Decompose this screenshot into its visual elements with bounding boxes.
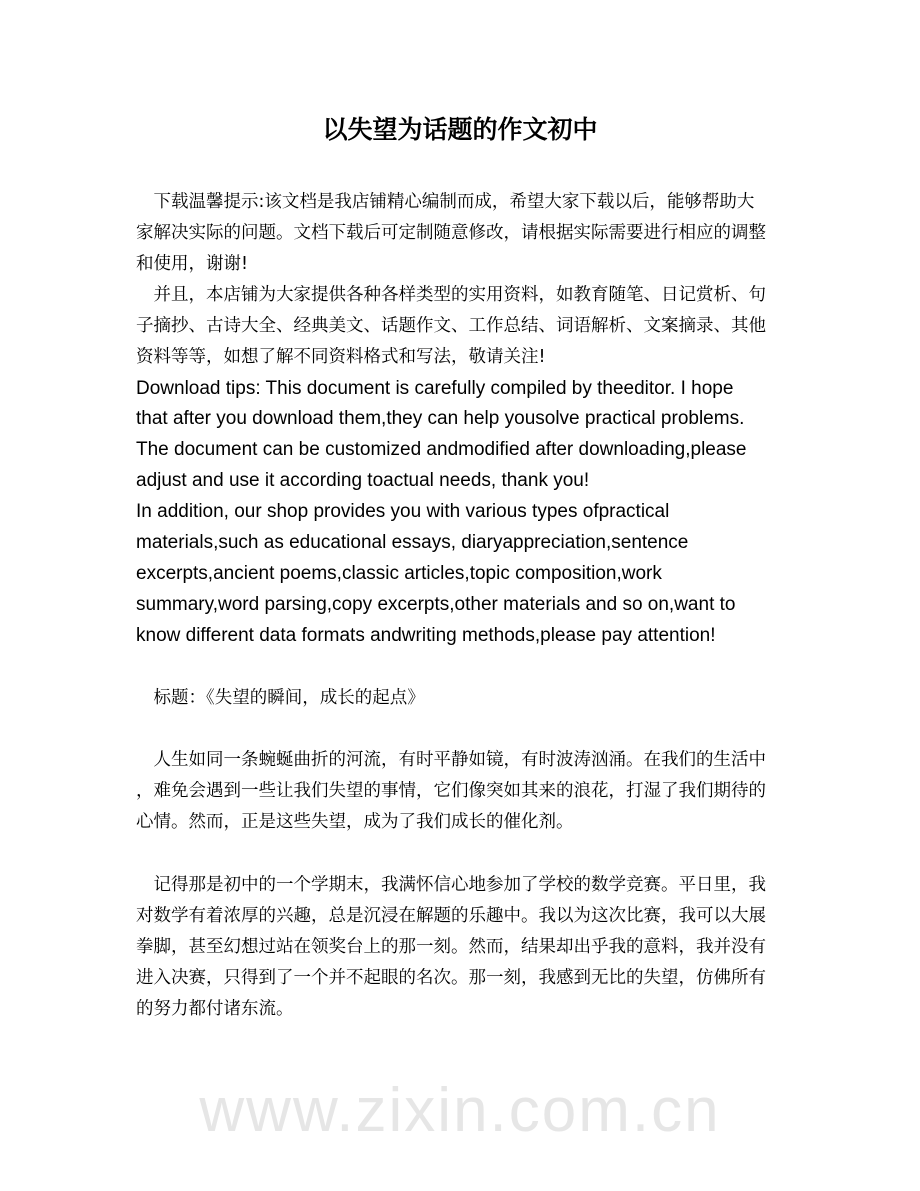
text-line: 心情。然而，正是这些失望，成为了我们成长的催化剂。 (136, 812, 574, 832)
text-line: that after you download them,they can help yousolve practical problems. (136, 408, 745, 429)
text-line: 和使用，谢谢! (136, 254, 249, 274)
document-title: 以失望为话题的作文初中 (322, 115, 598, 144)
text-line: Download tips: This document is carefully compiled by theeditor. I hope (136, 378, 734, 399)
text-line: The document can be customized andmodified after downloading,please (136, 439, 747, 460)
text-line: adjust and use it according toactual needs, thank you! (136, 470, 590, 491)
text-line: 对数学有着浓厚的兴趣，总是沉浸在解题的乐趣中。我以为这次比赛，我可以大展 (136, 906, 766, 926)
text-line: 家解决实际的问题。文档下载后可定制随意修改，请根据实际需要进行相应的调整 (136, 223, 766, 243)
text-line: 的努力都付诸东流。 (136, 999, 294, 1019)
text-line: 标题：《失望的瞬间，成长的起点》 (136, 688, 425, 708)
text-line: 人生如同一条蜿蜒曲折的河流，有时平静如镜，有时波涛汹涌。在我们的生活中 (136, 750, 766, 770)
watermark: www.zixin.com.cn (199, 1076, 721, 1145)
text-line: summary,word parsing,copy excerpts,other materials and so on,want to (136, 594, 736, 615)
text-line: 进入决赛，只得到了一个并不起眼的名次。那一刻，我感到无比的失望，仿佛所有 (136, 968, 766, 988)
text-line: 并且，本店铺为大家提供各种各样类型的实用资料，如教育随笔、日记赏析、句 (136, 285, 766, 305)
text-line: materials,such as educational essays, diaryappreciation,sentence (136, 532, 689, 553)
text-line: 记得那是初中的一个学期末，我满怀信心地参加了学校的数学竞赛。平日里，我 (136, 875, 766, 895)
text-line: 资料等等，如想了解不同资料格式和写法，敬请关注! (136, 347, 546, 367)
text-line: 下载温馨提示:该文档是我店铺精心编制而成，希望大家下载以后，能够帮助大 (136, 192, 755, 212)
text-line: 子摘抄、古诗大全、经典美文、话题作文、工作总结、词语解析、文案摘录、其他 (136, 316, 766, 336)
text-line: ，难免会遇到一些让我们失望的事情，它们像突如其来的浪花，打湿了我们期待的 (136, 781, 766, 801)
text-line: excerpts,ancient poems,classic articles,topic composition,work (136, 563, 662, 584)
text-line: 拳脚，甚至幻想过站在领奖台上的那一刻。然而，结果却出乎我的意料，我并没有 (136, 937, 766, 957)
text-line: know different data formats andwriting methods,please pay attention! (136, 625, 716, 646)
text-line: In addition, our shop provides you with various types ofpractical (136, 501, 670, 522)
